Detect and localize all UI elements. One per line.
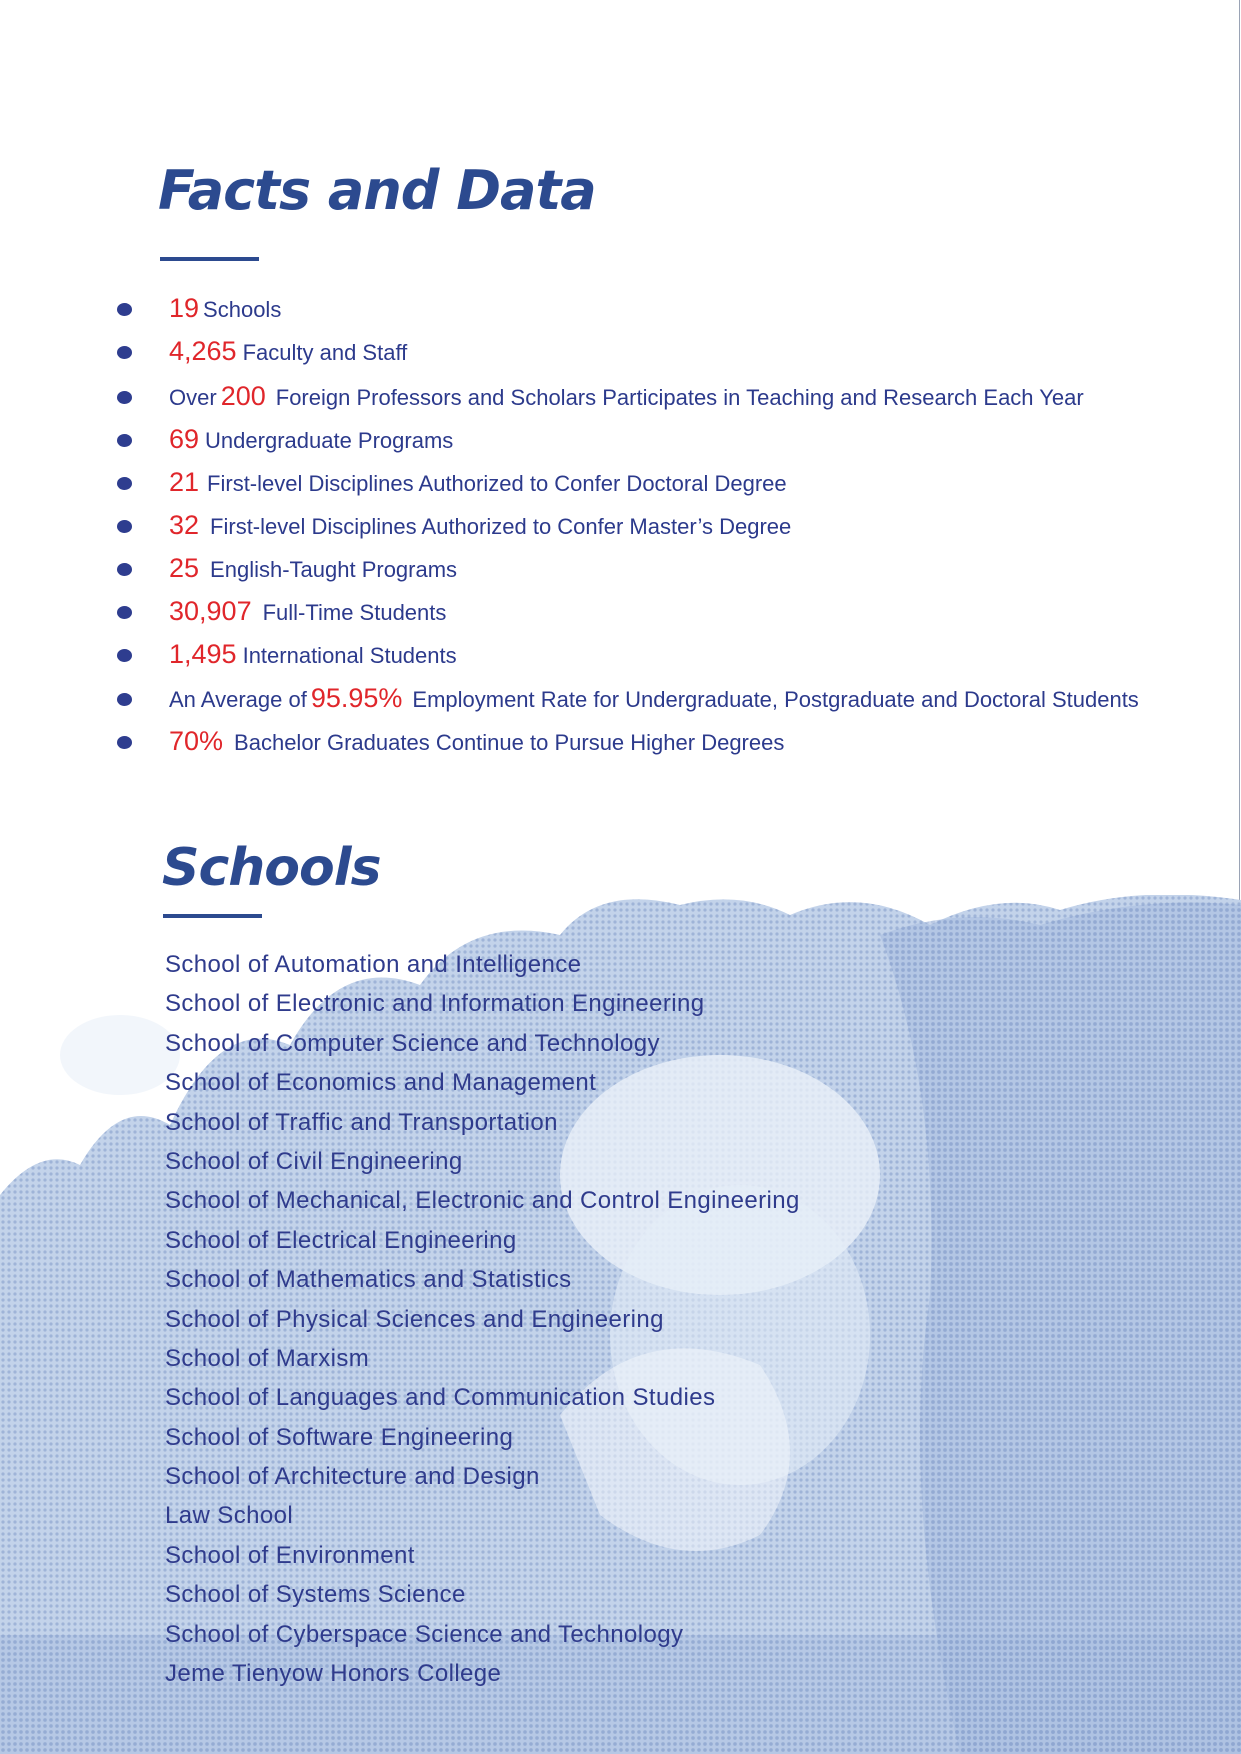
bullet-icon [117, 693, 132, 706]
bullet-icon [117, 606, 132, 619]
school-item: School of Civil Engineering [165, 1147, 463, 1175]
fact-text: Foreign Professors and Scholars Participates in Teaching and Research Each Year [275, 385, 1084, 410]
fact-item [169, 551, 457, 585]
fact-item [169, 334, 407, 368]
fact-number: 19 [169, 293, 200, 323]
bullet-icon [117, 477, 132, 490]
fact-number: 95.95% [310, 683, 403, 713]
fact-number: 69 [169, 424, 200, 454]
school-item: School of Electrical Engineering [165, 1226, 517, 1254]
fact-number: 200 [220, 381, 266, 411]
fact-item [169, 724, 784, 758]
school-item: Jeme Tienyow Honors College [165, 1660, 502, 1688]
school-item: Law School [165, 1502, 294, 1530]
school-item: School of Systems Science [165, 1581, 466, 1609]
schools-heading: Schools [162, 838, 381, 898]
fact-number: 25 [169, 553, 200, 583]
school-item: School of Cyberspace Science and Technology [165, 1620, 684, 1648]
fact-text: First-level Disciplines Authorized to Confer Master’s Degree [210, 514, 792, 539]
fact-text: Schools [203, 297, 282, 322]
facts-heading-underline [160, 257, 259, 261]
fact-text: Employment Rate for Undergraduate, Postgraduate and Doctoral Students [412, 687, 1139, 712]
fact-number: 32 [169, 510, 200, 540]
fact-text: First-level Disciplines Authorized to Confer Doctoral Degree [207, 471, 787, 496]
facts-heading: Facts and Data [158, 159, 596, 222]
school-item: School of Software Engineering [165, 1423, 514, 1451]
school-item: School of Economics and Management [165, 1069, 597, 1097]
fact-item [169, 681, 1139, 715]
fact-text: Full-Time Students [262, 600, 447, 625]
school-item: School of Environment [165, 1541, 415, 1569]
bullet-icon [117, 346, 132, 359]
fact-number: 21 [169, 467, 200, 497]
fact-item [169, 379, 1084, 413]
fact-item [169, 594, 446, 628]
fact-number: 4,265 [169, 336, 237, 366]
fact-text: Faculty and Staff [242, 340, 408, 365]
fact-number: 1,495 [169, 639, 237, 669]
school-item: School of Physical Sciences and Engineering [165, 1305, 664, 1333]
fact-item [169, 465, 787, 499]
fact-item [169, 637, 457, 671]
fact-text: Undergraduate Programs [205, 428, 454, 453]
bullet-icon [117, 391, 132, 404]
fact-prefix: Over [169, 385, 217, 410]
fact-number: 70% [169, 726, 224, 756]
school-item: School of Mechanical, Electronic and Control Engineering [165, 1187, 800, 1215]
fact-text: International Students [242, 643, 457, 668]
school-item: School of Marxism [165, 1344, 370, 1372]
school-item: School of Automation and Intelligence [165, 951, 582, 978]
school-item: School of Architecture and Design [165, 1463, 540, 1491]
fact-text: Bachelor Graduates Continue to Pursue Higher Degrees [234, 730, 785, 755]
bullet-icon [117, 649, 132, 662]
fact-item [169, 508, 791, 542]
bullet-icon [117, 563, 132, 576]
fact-item [169, 291, 281, 325]
school-item: School of Mathematics and Statistics [165, 1266, 572, 1294]
school-item: School of Electronic and Information Engineering [165, 990, 705, 1018]
school-item: School of Computer Science and Technology [165, 1029, 660, 1057]
fact-item [169, 422, 453, 456]
bullet-icon [117, 303, 132, 316]
schools-list [165, 945, 800, 1693]
school-item: School of Languages and Communication Studies [165, 1384, 716, 1412]
schools-heading-underline [163, 914, 262, 918]
fact-number: 30,907 [169, 596, 252, 626]
fact-prefix: An Average of [169, 687, 307, 712]
school-item: School of Traffic and Transportation [165, 1108, 558, 1136]
bullet-icon [117, 736, 132, 749]
fact-text: English-Taught Programs [210, 557, 458, 582]
bullet-icon [117, 520, 132, 533]
bullet-icon [117, 434, 132, 447]
